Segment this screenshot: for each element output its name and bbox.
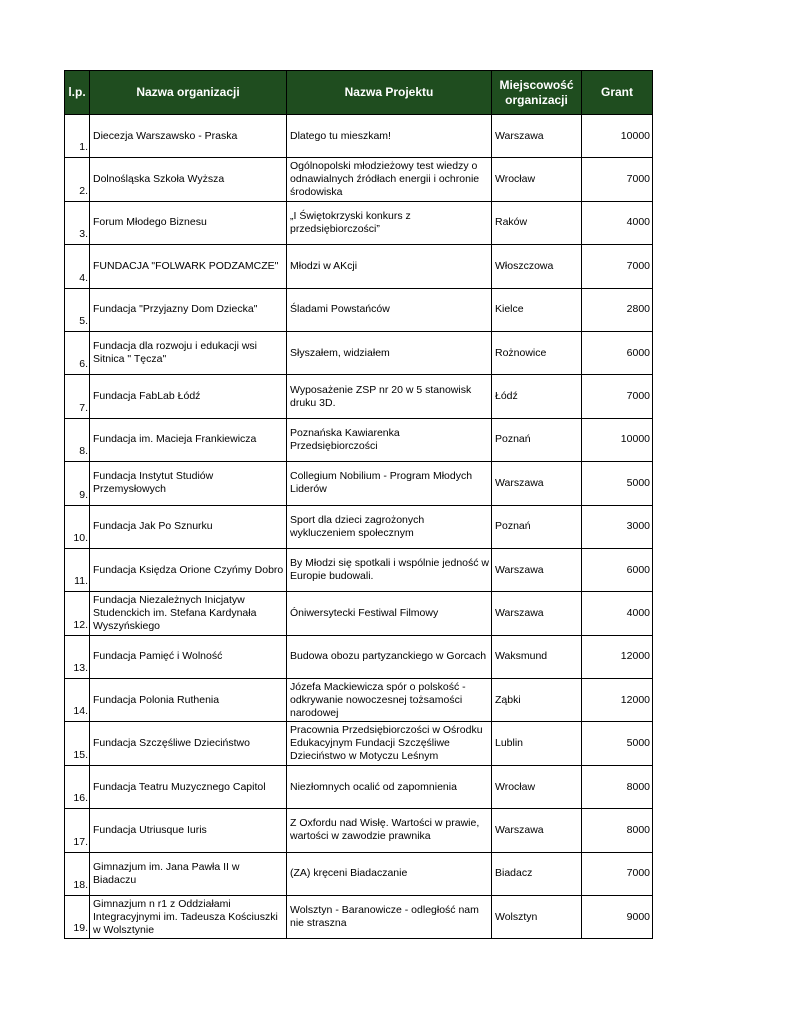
row-grant: 2800 — [582, 288, 653, 331]
row-grant: 12000 — [582, 635, 653, 678]
row-grant: 10000 — [582, 115, 653, 158]
header-city: Miejscowość organizacji — [492, 71, 582, 115]
row-lp: 10. — [65, 505, 90, 548]
row-org: Fundacja "Przyjazny Dom Dziecka" — [90, 288, 287, 331]
row-project: Młodzi w AKcji — [287, 245, 492, 288]
table-row — [65, 765, 653, 808]
row-project: Óniwersytecki Festiwal Filmowy — [287, 592, 492, 635]
row-lp: 12. — [65, 592, 90, 635]
row-city: Warszawa — [492, 592, 582, 635]
row-lp: 1. — [65, 115, 90, 158]
row-city: Wrocław — [492, 158, 582, 201]
row-lp: 9. — [65, 462, 90, 505]
table-row — [65, 288, 653, 331]
row-project: Collegium Nobilium - Program Młodych Liderów — [287, 462, 492, 505]
grants-table — [64, 70, 653, 939]
header-row — [65, 71, 653, 115]
row-org: Fundacja dla rozwoju i edukacji wsi Sitnica " Tęcza" — [90, 331, 287, 374]
table-row — [65, 852, 653, 895]
row-city: Waksmund — [492, 635, 582, 678]
row-city: Warszawa — [492, 115, 582, 158]
row-project: Wyposażenie ZSP nr 20 w 5 stanowisk druku 3D. — [287, 375, 492, 418]
row-org: Fundacja Teatru Muzycznego Capitol — [90, 765, 287, 808]
row-project: „I Świętokrzyski konkurs z przedsiębiorczości” — [287, 201, 492, 244]
row-city: Poznań — [492, 505, 582, 548]
row-project: Sport dla dzieci zagrożonych wykluczeniem społecznym — [287, 505, 492, 548]
table-row — [65, 896, 653, 939]
row-lp: 6. — [65, 331, 90, 374]
row-org: Fundacja Polonia Ruthenia — [90, 679, 287, 722]
row-grant: 8000 — [582, 809, 653, 852]
row-org: Fundacja Szczęśliwe Dzieciństwo — [90, 722, 287, 765]
row-project: By Młodzi się spotkali i wspólnie jedność w Europie budowali. — [287, 548, 492, 591]
row-grant: 5000 — [582, 462, 653, 505]
header-org: Nazwa organizacji — [90, 71, 287, 115]
row-city: Raków — [492, 201, 582, 244]
table-row — [65, 245, 653, 288]
table-row — [65, 635, 653, 678]
row-grant: 4000 — [582, 201, 653, 244]
row-org: FUNDACJA "FOLWARK PODZAMCZE" — [90, 245, 287, 288]
row-grant: 6000 — [582, 331, 653, 374]
table-row — [65, 505, 653, 548]
table-row — [65, 679, 653, 722]
row-grant: 8000 — [582, 765, 653, 808]
row-project: Z Oxfordu nad Wisłę. Wartości w prawie, wartości w zawodzie prawnika — [287, 809, 492, 852]
row-grant: 6000 — [582, 548, 653, 591]
row-lp: 17. — [65, 809, 90, 852]
row-grant: 7000 — [582, 375, 653, 418]
row-grant: 10000 — [582, 418, 653, 461]
row-project: Śladami Powstańców — [287, 288, 492, 331]
row-grant: 4000 — [582, 592, 653, 635]
row-org: Forum Młodego Biznesu — [90, 201, 287, 244]
row-city: Włoszczowa — [492, 245, 582, 288]
row-project: Budowa obozu partyzanckiego w Gorcach — [287, 635, 492, 678]
row-project: Józefa Mackiewicza spór o polskość - odkrywanie nowoczesnej tożsamości narodowej — [287, 679, 492, 722]
row-project: Poznańska Kawiarenka Przedsiębiorczości — [287, 418, 492, 461]
row-lp: 4. — [65, 245, 90, 288]
row-org: Diecezja Warszawsko - Praska — [90, 115, 287, 158]
header-lp: l.p. — [65, 71, 90, 115]
row-lp: 2. — [65, 158, 90, 201]
row-lp: 5. — [65, 288, 90, 331]
row-org: Fundacja Księdza Orione Czyńmy Dobro — [90, 548, 287, 591]
row-project: Wolsztyn - Baranowicze - odległość nam nie straszna — [287, 896, 492, 939]
table-row — [65, 158, 653, 201]
row-lp: 7. — [65, 375, 90, 418]
table-row — [65, 592, 653, 635]
row-org: Fundacja FabLab Łódź — [90, 375, 287, 418]
table-row — [65, 722, 653, 765]
row-lp: 14. — [65, 679, 90, 722]
row-grant: 5000 — [582, 722, 653, 765]
row-city: Biadacz — [492, 852, 582, 895]
table-row — [65, 115, 653, 158]
row-city: Wolsztyn — [492, 896, 582, 939]
row-city: Kielce — [492, 288, 582, 331]
row-grant: 9000 — [582, 896, 653, 939]
row-grant: 3000 — [582, 505, 653, 548]
row-org: Fundacja Jak Po Sznurku — [90, 505, 287, 548]
header-project: Nazwa Projektu — [287, 71, 492, 115]
row-city: Warszawa — [492, 809, 582, 852]
row-org: Gimnazjum im. Jana Pawła II w Biadaczu — [90, 852, 287, 895]
row-city: Wrocław — [492, 765, 582, 808]
row-grant: 12000 — [582, 679, 653, 722]
row-grant: 7000 — [582, 158, 653, 201]
row-city: Warszawa — [492, 462, 582, 505]
row-lp: 19. — [65, 896, 90, 939]
row-org: Fundacja Pamięć i Wolność — [90, 635, 287, 678]
row-project: Pracownia Przedsiębiorczości w Ośrodku Edukacyjnym Fundacji Szczęśliwe Dzieciństwo w Motyczu Leśnym — [287, 722, 492, 765]
row-city: Łódź — [492, 375, 582, 418]
row-org: Fundacja Niezależnych Inicjatyw Studenckich im. Stefana Kardynała Wyszyńskiego — [90, 592, 287, 635]
table-row — [65, 201, 653, 244]
row-project: Niezłomnych ocalić od zapomnienia — [287, 765, 492, 808]
row-project: Ogólnopolski młodzieżowy test wiedzy o odnawialnych źródłach energii i ochronie środowiska — [287, 158, 492, 201]
row-org: Gimnazjum n r1 z Oddziałami Integracyjnymi im. Tadeusza Kościuszki w Wolsztynie — [90, 896, 287, 939]
row-org: Fundacja Utriusque Iuris — [90, 809, 287, 852]
row-project: Słyszałem, widziałem — [287, 331, 492, 374]
row-lp: 8. — [65, 418, 90, 461]
row-city: Poznań — [492, 418, 582, 461]
row-lp: 16. — [65, 765, 90, 808]
row-lp: 3. — [65, 201, 90, 244]
row-org: Dolnośląska Szkoła Wyższa — [90, 158, 287, 201]
row-project: Dlatego tu mieszkam! — [287, 115, 492, 158]
row-lp: 15. — [65, 722, 90, 765]
row-lp: 13. — [65, 635, 90, 678]
row-org: Fundacja im. Macieja Frankiewicza — [90, 418, 287, 461]
row-city: Rożnowice — [492, 331, 582, 374]
row-city: Ząbki — [492, 679, 582, 722]
row-grant: 7000 — [582, 852, 653, 895]
row-city: Lublin — [492, 722, 582, 765]
table-row — [65, 418, 653, 461]
table-row — [65, 375, 653, 418]
table-row — [65, 548, 653, 591]
header-grant: Grant — [582, 71, 653, 115]
table-row — [65, 462, 653, 505]
row-lp: 11. — [65, 548, 90, 591]
row-lp: 18. — [65, 852, 90, 895]
row-city: Warszawa — [492, 548, 582, 591]
row-org: Fundacja Instytut Studiów Przemysłowych — [90, 462, 287, 505]
table-row — [65, 809, 653, 852]
row-project: (ZA) kręceni Biadaczanie — [287, 852, 492, 895]
table-row — [65, 331, 653, 374]
row-grant: 7000 — [582, 245, 653, 288]
